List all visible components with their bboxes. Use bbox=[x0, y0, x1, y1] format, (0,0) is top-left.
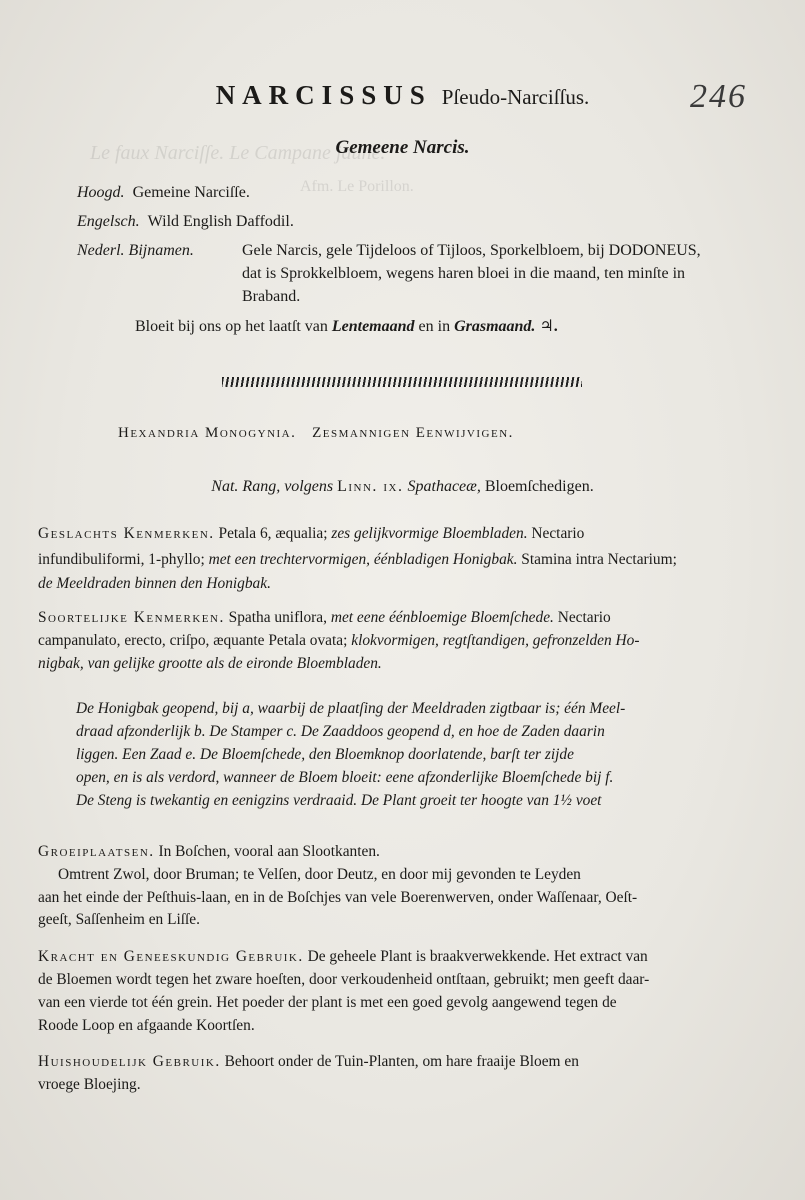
section-heading: Soortelijke Kenmerken. bbox=[38, 609, 225, 626]
latin-text: Stamina intra Nectarium; bbox=[517, 551, 677, 568]
flowering-month: Grasmaand. bbox=[454, 318, 536, 335]
medicinal-line bbox=[38, 948, 648, 966]
bleed-through: Afm. Le Porillon. bbox=[300, 178, 414, 195]
medicinal-line: Roode Loop en afgaande Koortſen. bbox=[38, 1017, 255, 1034]
species-characters-line bbox=[38, 632, 639, 650]
dutch-italic-text: met eene éénbloemige Bloemſchede. bbox=[326, 609, 554, 626]
title-line bbox=[0, 80, 805, 111]
plate-explanation-line: liggen. Een Zaad e. De Bloemſchede, den Bloemknop doorlatende, barſt ter zijde bbox=[76, 746, 574, 763]
bijnamen-label: Nederl. Bijnamen. bbox=[77, 242, 194, 259]
genus-title: NARCISSUS bbox=[215, 80, 432, 110]
plate-explanation-line: De Honigbak geopend, bij a, waarbij de plaatſing der Meeldraden zigtbaar is; één Meel- bbox=[76, 700, 626, 717]
classification-line bbox=[118, 425, 514, 442]
section-heading: Groeiplaatsen. bbox=[38, 843, 155, 860]
dutch-italic-text: klokvormigen, regtſtandigen, gefronzelden Ho- bbox=[347, 632, 640, 649]
classification-latin: Hexandria Monogynia. bbox=[118, 425, 297, 441]
dutch-italic-text: met een trechtervormigen, éénbladigen Honigbak. bbox=[204, 551, 518, 568]
flowering-mid: en in bbox=[418, 318, 451, 335]
section-heading: Geslachts Kenmerken. bbox=[38, 525, 215, 542]
section-heading: Huishoudelijk Gebruik. bbox=[38, 1053, 221, 1070]
household-text: Behoort onder de Tuin-Planten, om hare fraaije Bloem en bbox=[224, 1053, 579, 1070]
habitat-line: aan het einde der Peſthuis-laan, en in de Boſchjes van vele Boerenwerven, onder Waſſenaar, Oeſt- bbox=[38, 889, 638, 906]
rank-latin: Spathaceæ, bbox=[407, 478, 481, 495]
dutch-italic-text: de Meeldraden binnen den Honigbak. bbox=[38, 575, 271, 592]
synonym-text: Wild English Daffodil. bbox=[147, 213, 294, 230]
latin-text: Spatha uniflora, bbox=[228, 609, 327, 626]
latin-text: campanulato, erecto, criſpo, æquante Petala ovata; bbox=[38, 632, 348, 649]
habitat-text: In Boſchen, vooral aan Slootkanten. bbox=[158, 843, 380, 860]
medicinal-line: van een vierde tot één grein. Het poeder der plant is met een goed gevolg aangewend tegen de bbox=[38, 994, 617, 1011]
synonym-label: Hoogd. bbox=[77, 184, 125, 201]
dutch-italic-text: nigbak, van gelijke grootte als de eironde Bloembladen. bbox=[38, 655, 382, 672]
medicinal-line: de Bloemen wordt tegen het zware hoeſten, door verkoudenheid ontſtaan, gebruikt; men geeft daar- bbox=[38, 971, 650, 988]
bijnamen-line: Braband. bbox=[242, 288, 301, 305]
genus-characters-line bbox=[38, 525, 584, 543]
bijnamen-line: dat is Sprokkelbloem, wegens haren bloei in die maand, ten minſte in bbox=[242, 265, 686, 282]
bijnamen-line: Gele Narcis, gele Tijdeloos of Tijloos, Sporkelbloem, bij DODONEUS, bbox=[242, 242, 701, 259]
genus-characters-line bbox=[38, 551, 677, 569]
species-characters-line bbox=[38, 655, 382, 673]
genus-characters-line bbox=[38, 575, 271, 593]
natural-rank-line bbox=[0, 478, 805, 496]
latin-text: Petala 6, æqualia; bbox=[218, 525, 328, 542]
species-title: Pſeudo-Narciſſus. bbox=[441, 85, 590, 109]
synonym-line bbox=[77, 184, 250, 202]
synonym-line bbox=[77, 213, 294, 231]
medicinal-text: De geheele Plant is braakverwekkende. Het extract van bbox=[307, 948, 648, 965]
classification-dutch: Zesmannigen Eenwijvigen. bbox=[312, 425, 514, 441]
flowering-month: Lentemaand bbox=[331, 318, 415, 335]
plate-explanation-line: open, en is als verdord, wanneer de Bloem bloeit: eene afzonderlijke Bloemſchede bij f. bbox=[76, 769, 614, 786]
habitat-line: geeſt, Saſſenheim en Liſſe. bbox=[38, 911, 200, 928]
habitat-line bbox=[38, 843, 380, 861]
habitat-line: Omtrent Zwol, door Bruman; te Velſen, door Deutz, en door mij gevonden te Leyden bbox=[58, 866, 581, 883]
plate-explanation-line: draad afzonderlijk b. De Stamper c. De Zaaddoos geopend d, en hoe de Zaden daarin bbox=[76, 723, 605, 740]
ornamental-rule bbox=[222, 377, 582, 387]
latin-text: Nectario bbox=[527, 525, 585, 542]
rank-dutch: Bloemſchedigen. bbox=[484, 478, 594, 495]
synonym-label: Engelsch. bbox=[77, 213, 140, 230]
bleed-through: Le faux Narciſſe. Le Campane jaune. bbox=[90, 142, 386, 164]
rank-prefix: Nat. Rang, volgens bbox=[211, 478, 334, 495]
latin-text: infundibuliformi, 1-phyllo; bbox=[38, 551, 205, 568]
dutch-italic-text: zes gelijkvormige Bloembladen. bbox=[327, 525, 528, 542]
section-heading: Kracht en Geneeskundig Gebruik. bbox=[38, 948, 304, 965]
latin-text: Nectario bbox=[553, 609, 611, 626]
perennial-symbol: ♃. bbox=[539, 318, 558, 335]
common-name: Gemeene Narcis. bbox=[335, 137, 470, 158]
flowering-line bbox=[135, 316, 558, 336]
synonym-text: Gemeine Narciſſe. bbox=[132, 184, 250, 201]
plate-explanation-line: De Steng is twekantig en eenigzins verdraaid. De Plant groeit ter hoogte van 1½ voet bbox=[76, 792, 602, 809]
handwritten-page-number: 246 bbox=[690, 78, 747, 115]
household-line: vroege Bloejing. bbox=[38, 1076, 141, 1093]
species-characters-line bbox=[38, 609, 611, 627]
rank-linn: Linn. ix. bbox=[337, 478, 404, 495]
flowering-prefix: Bloeit bij ons op het laatſt van bbox=[135, 318, 328, 335]
household-line bbox=[38, 1053, 579, 1071]
